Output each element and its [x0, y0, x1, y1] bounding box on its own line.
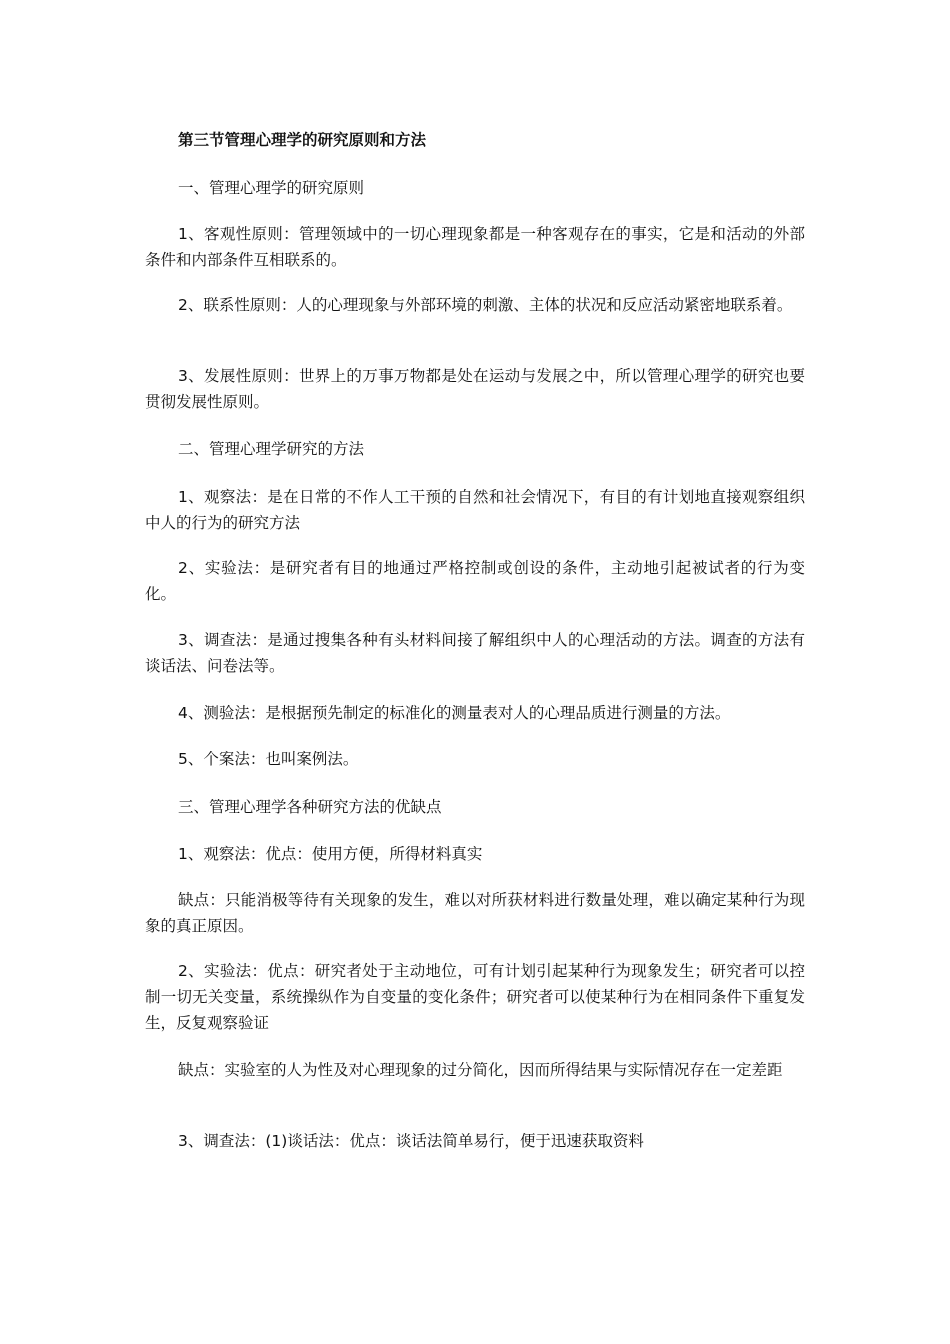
paragraph-development: 3、发展性原则：世界上的万事万物都是处在运动与发展之中，所以管理心理学的研究也要贯彻发展性原则。: [145, 367, 805, 411]
paragraph-experiment: 2、实验法：是研究者有目的地通过严格控制或创设的条件，主动地引起被试者的行为变化。: [145, 559, 805, 603]
paragraph-observation-cons: 缺点：只能消极等待有关现象的发生，难以对所获材料进行数量处理，难以确定某种行为现象的真正原因。: [145, 891, 805, 935]
paragraph-observation-pros: 1、观察法：优点：使用方便，所得材料真实: [178, 845, 483, 863]
paragraph-connection: 2、联系性原则：人的心理现象与外部环境的刺激、主体的状况和反应活动紧密地联系着。: [178, 296, 793, 314]
section-title: 第三节管理心理学的研究原则和方法: [178, 131, 427, 149]
paragraph-objectivity: 1、客观性原则：管理领域中的一切心理现象都是一种客观存在的事实，它是和活动的外部条件和内部条件互相联系的。: [145, 225, 805, 269]
paragraph-experiment-pros: 2、实验法：优点：研究者处于主动地位，可有计划引起某种行为现象发生；研究者可以控制一切无关变量，系统操纵作为自变量的变化条件；研究者可以使某种行为在相同条件下重复发生，反复观察验证: [145, 962, 805, 1032]
heading-principles: 一、管理心理学的研究原则: [178, 179, 365, 197]
paragraph-experiment-cons: 缺点：实验室的人为性及对心理现象的过分简化，因而所得结果与实际情况存在一定差距: [178, 1061, 783, 1079]
paragraph-test: 4、测验法：是根据预先制定的标准化的测量表对人的心理品质进行测量的方法。: [178, 704, 731, 722]
heading-pros-cons: 三、管理心理学各种研究方法的优缺点: [178, 798, 442, 816]
heading-methods: 二、管理心理学研究的方法: [178, 440, 365, 458]
paragraph-observation: 1、观察法：是在日常的不作人工干预的自然和社会情况下，有目的有计划地直接观察组织中人的行为的研究方法: [145, 488, 805, 532]
paragraph-survey: 3、调查法：是通过搜集各种有头材料间接了解组织中人的心理活动的方法。调查的方法有谈话法、问卷法等。: [145, 631, 805, 675]
paragraph-case: 5、个案法：也叫案例法。: [178, 750, 359, 768]
paragraph-survey-pros: 3、调查法：(1)谈话法：优点：谈话法简单易行，便于迅速获取资料: [178, 1132, 644, 1150]
